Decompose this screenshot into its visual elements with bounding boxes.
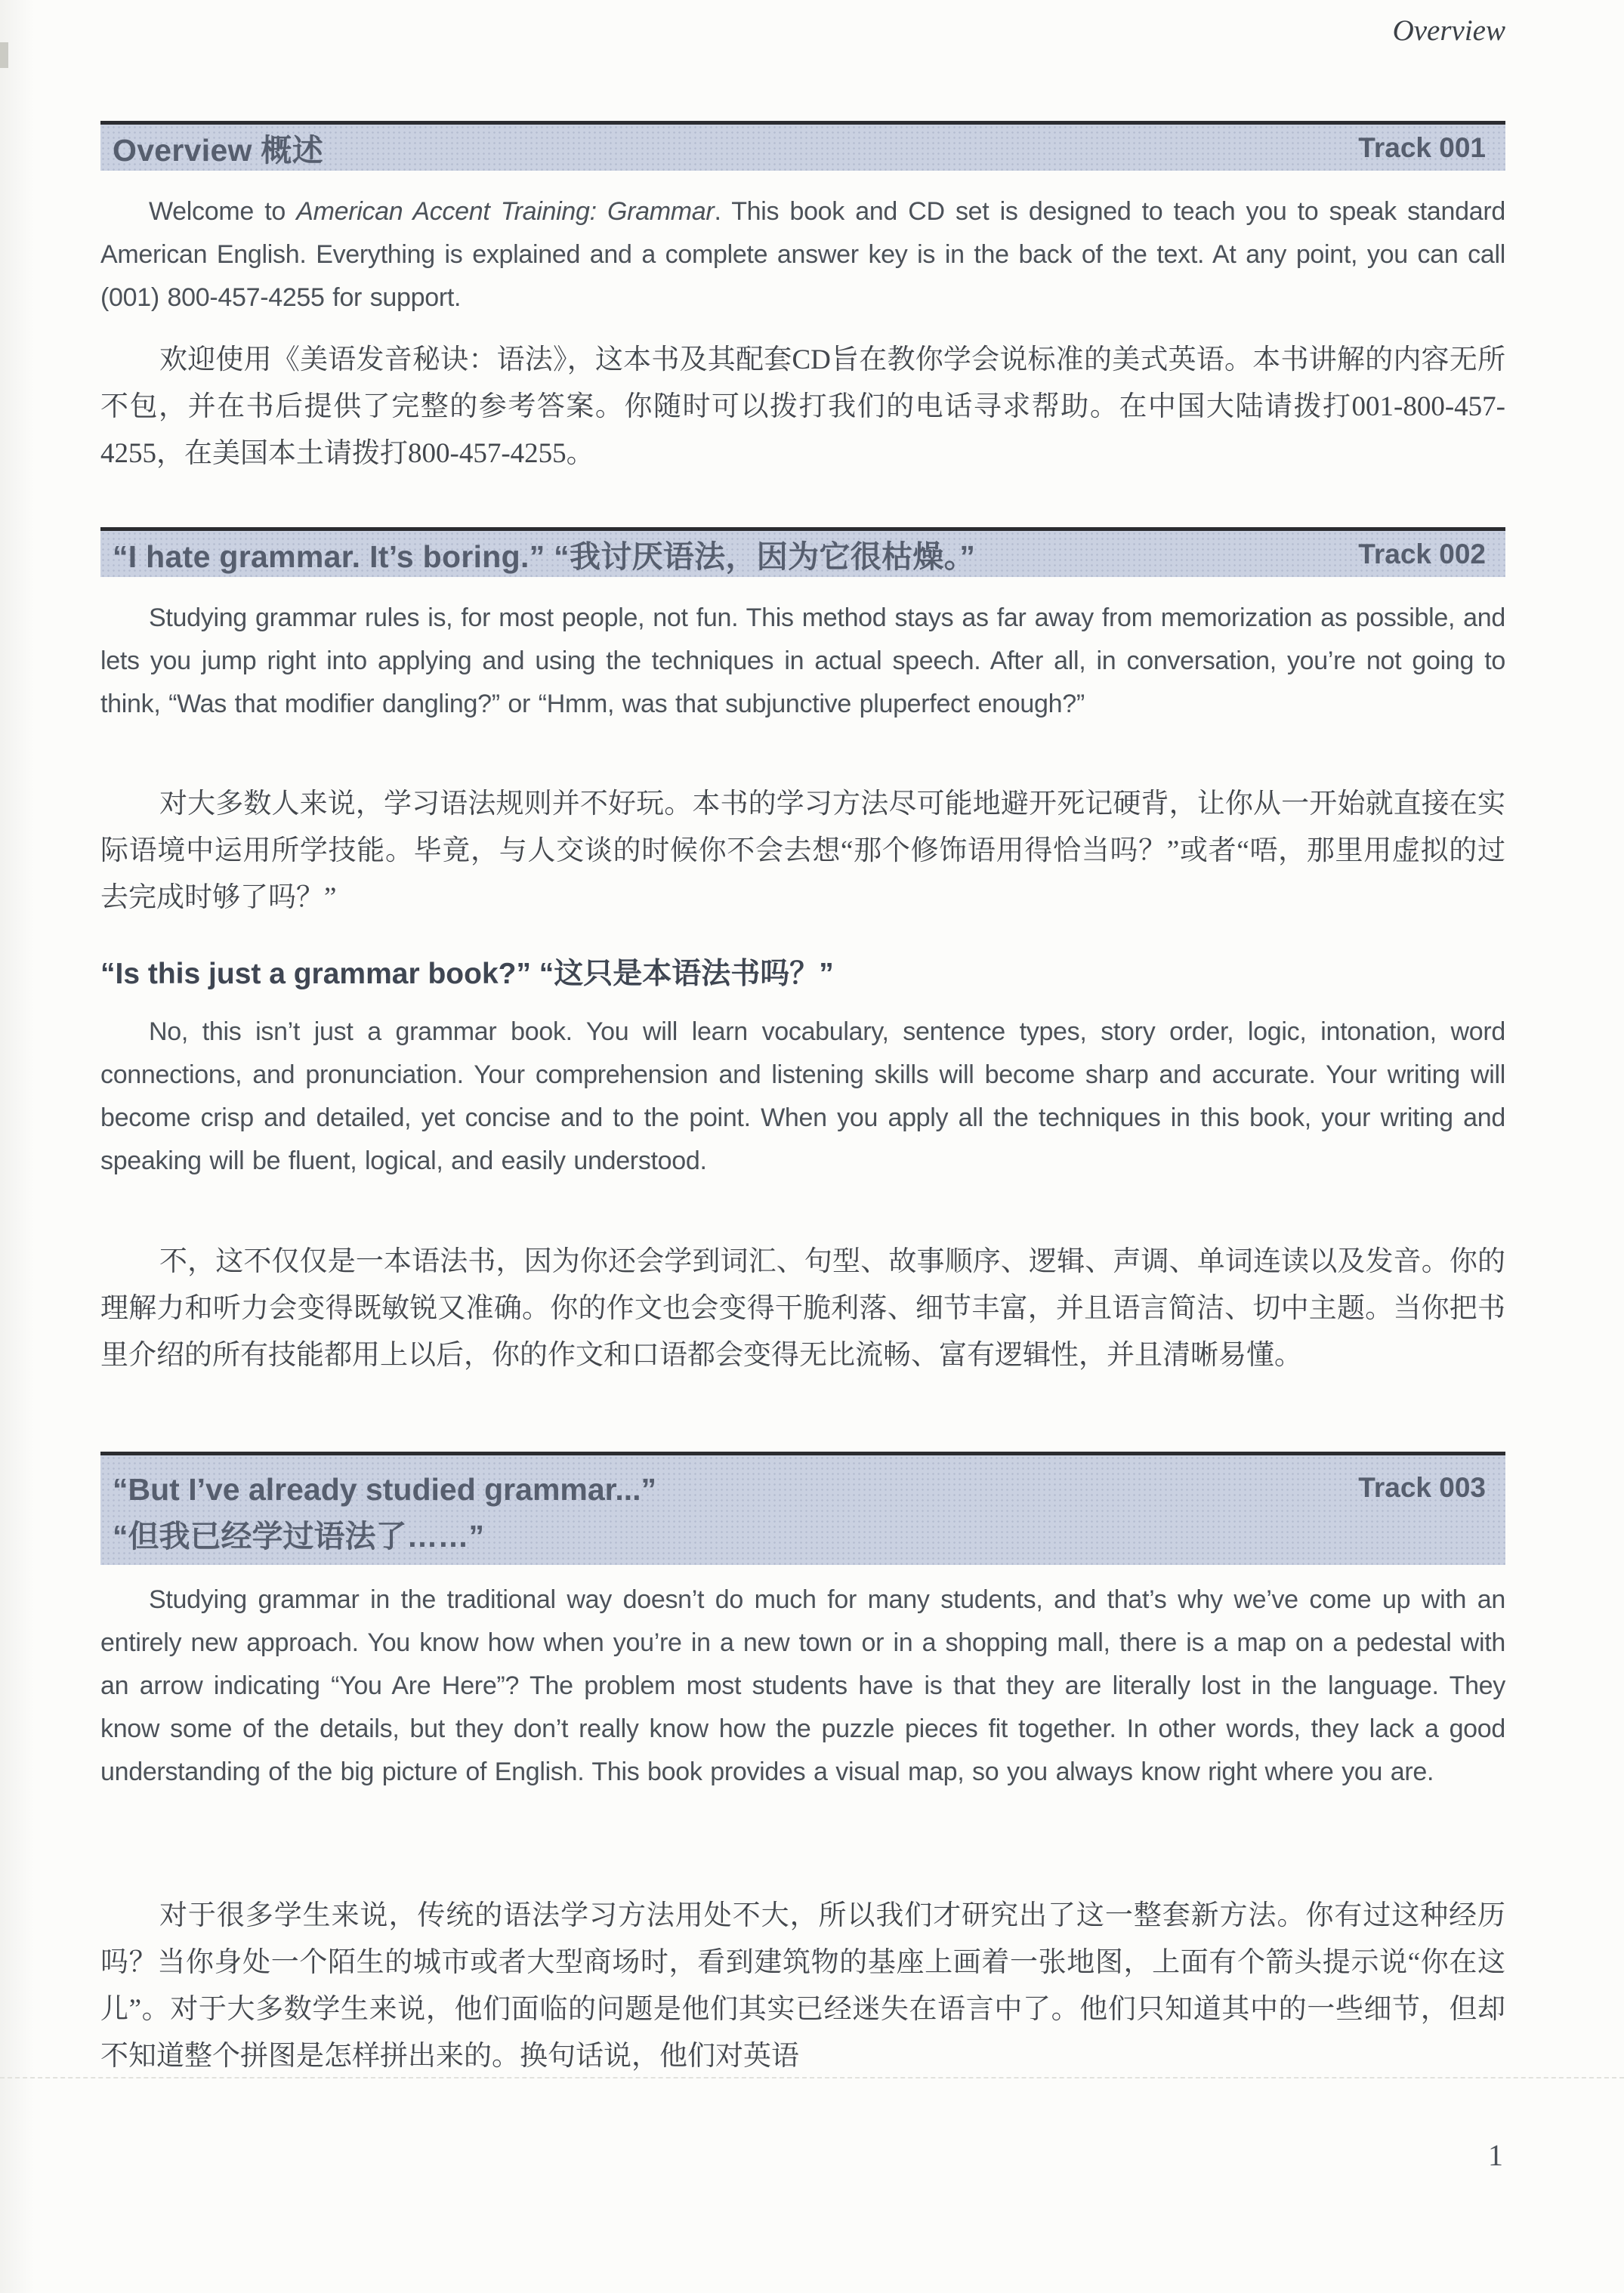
paragraph-english-overview [100, 190, 1505, 319]
paragraph-english-already-studied: Studying grammar in the traditional way doesn’t do much for many students, and that’s why we’ve come up with an entirely new approach. You know how when you’re in a new town or in a shopping mall, there is a map on a pedestal with an arrow indicating “You Are Here”? The problem most students have is that they are literally lost in the language. They know some of the details, but they don’t really know how the puzzle pieces fit together. In other words, they lack a good understanding of the big picture of English. This book provides a visual map, so you always know right where you are. [100, 1585, 1505, 1786]
scan-corner-smudge [0, 42, 8, 68]
section-title: Overview 概述 [113, 133, 324, 168]
paragraph-chinese-already-studied: 对于很多学生来说，传统的语法学习方法用处不大，所以我们才研究出了这一整套新方法。你有过这种经历吗？当你身处一个陌生的城市或者大型商场时，看到建筑物的基座上画着一张地图，上面有个箭头提示说“你在这儿”。对于大多数学生来说，他们面临的问题是他们其实已经迷失在语言中了。他们只知道其中的一些细节，但却不知道整个拼图是怎样拼出来的。换句话说，他们对英语 [100, 1900, 1505, 2072]
paragraph-chinese-hate-grammar: 对大多数人来说，学习语法规则并不好玩。本书的学习方法尽可能地避开死记硬背，让你从一开始就直接在实际语境中运用所学技能。毕竟，与人交谈的时候你不会去想“那个修饰语用得恰当吗？”或者“唔，那里用虚拟的过去完成时够了吗？” [100, 789, 1505, 913]
paragraph-chinese-overview: 欢迎使用《美语发音秘诀：语法》，这本书及其配套CD旨在教你学会说标准的美式英语。本书讲解的内容无所不包，并在书后提供了完整的参考答案。你随时可以拨打我们的电话寻求帮助。在中国大陆请拨打001-800-457-4255，在美国本土请拨打800-457-4255。 [100, 344, 1505, 469]
section-header-hate-grammar [100, 527, 1505, 577]
book-title-italic: American Accent Training: Grammar [296, 197, 715, 226]
section-title: “I hate grammar. It’s boring.” “我讨厌语法，因为它很枯燥。” [113, 539, 976, 574]
scan-edge-shade [0, 0, 35, 2293]
page-number: 1 [1488, 2138, 1503, 2172]
track-label: Track 002 [1358, 538, 1486, 569]
section-title-english: “But I’ve already studied grammar...” [113, 1472, 657, 1507]
scan-artifact-line [0, 2077, 1624, 2079]
paragraph-text: Welcome to [149, 197, 297, 226]
subsection-heading-grammar-book: “Is this just a grammar book?” “这只是本语法书吗？” [100, 958, 834, 990]
section-title-chinese: “但我已经学过语法了……” [113, 1519, 484, 1554]
paragraph-english-grammar-book: No, this isn’t just a grammar book. You will learn vocabulary, sentence types, story order, logic, intonation, word connections, and pronunciation. Your comprehension and listening skills will become sharp and accurate. Your writing will become crisp and detailed, yet concise and to the point. When you apply all the techniques in this book, your writing and speaking will be fluent, logical, and easily understood. [100, 1017, 1505, 1175]
running-head: Overview [1392, 14, 1505, 47]
section-header-overview [100, 121, 1505, 171]
section-header-already-studied [100, 1452, 1505, 1565]
track-label: Track 003 [1358, 1472, 1486, 1503]
track-label: Track 001 [1358, 131, 1486, 163]
paragraph-text: . This book and CD set is designed to teach you to speak standard American English. Everything is explained and a complete answer key is in the back of the text. At any point, you can call (001) 800-457-4255 for support. [100, 197, 1506, 312]
paragraph-chinese-grammar-book: 不，这不仅仅是一本语法书，因为你还会学到词汇、句型、故事顺序、逻辑、声调、单词连读以及发音。你的理解力和听力会变得既敏锐又准确。你的作文也会变得干脆利落、细节丰富，并且语言简洁、切中主题。当你把书里介绍的所有技能都用上以后，你的作文和口语都会变得无比流畅、富有逻辑性，并且清晰易懂。 [100, 1246, 1505, 1371]
section-title [113, 1466, 656, 1560]
paragraph-english-hate-grammar: Studying grammar rules is, for most people, not fun. This method stays as far away from memorization as possible, and lets you jump right into applying and using the techniques in actual speech. After all, in conversation, you’re not going to think, “Was that modifier dangling?” or “Hmm, was that subjunctive pluperfect enough?” [100, 603, 1505, 718]
